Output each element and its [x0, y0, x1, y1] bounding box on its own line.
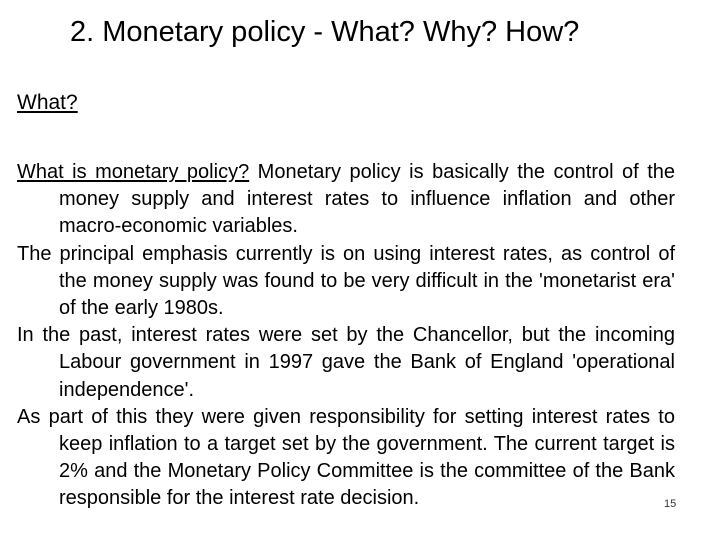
slide-title: 2. Monetary policy - What? Why? How?	[70, 16, 580, 48]
lead-question: What is monetary policy?	[17, 161, 250, 183]
section-heading: What?	[17, 91, 78, 114]
paragraph-text: In the past, interest rates were set by the Chancellor, but the incoming Labour government in 1997 gave the Bank of England 'operational independence'.	[17, 324, 675, 401]
paragraph-responsibility	[17, 404, 675, 513]
slide-number: 15	[664, 498, 677, 510]
paragraph-text: The principal emphasis currently is on using interest rates, as control of the money supply was found to be very difficult in the 'monetarist era' of the early 1980s.	[17, 242, 675, 320]
paragraph-text: As part of this they were given responsibility for setting interest rates to keep inflation to a target set by the government. The current target is 2% and the Monetary Policy Committee is the committee of the Bank responsible for the interest rate decision.	[17, 405, 675, 510]
paragraph-definition	[17, 159, 675, 241]
paragraph-text: Monetary policy is basically the control of the money supply and interest rates to influence inflation and other macro-economic variables.	[59, 161, 676, 238]
paragraph-emphasis	[17, 241, 675, 323]
body-text	[17, 159, 675, 513]
paragraph-history	[17, 322, 675, 404]
